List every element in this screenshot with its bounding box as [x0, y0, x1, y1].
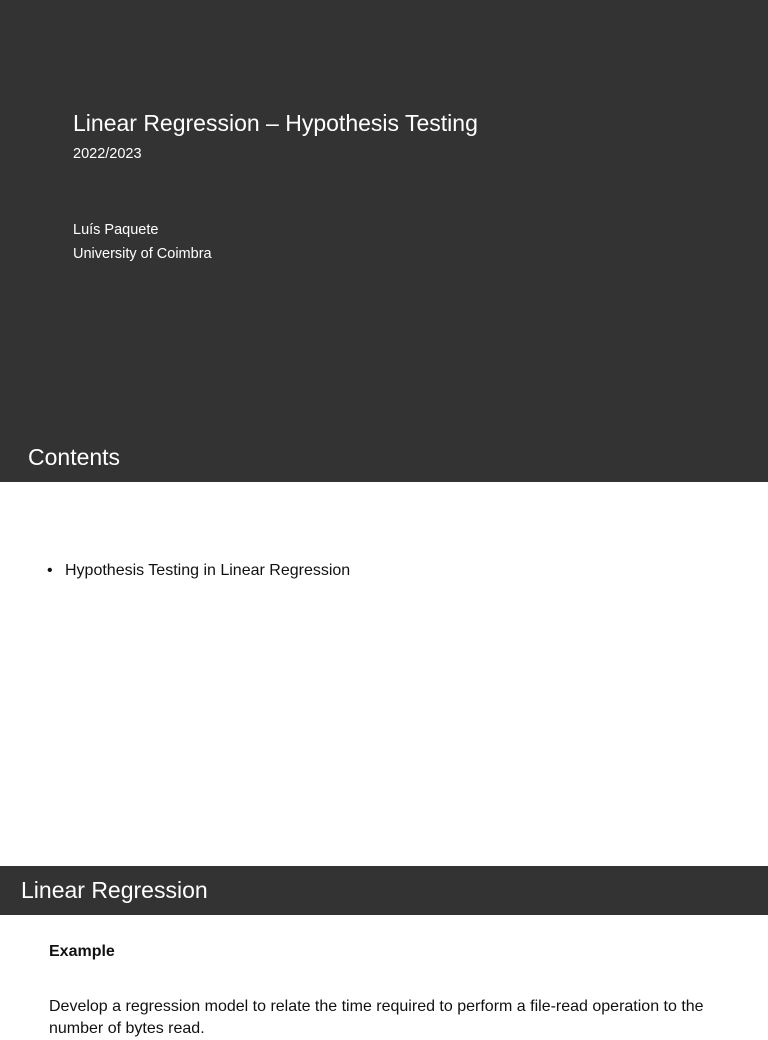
- linear-regression-slide: [0, 866, 768, 1037]
- slide-title: Linear Regression – Hypothesis Testing: [73, 110, 478, 136]
- academic-year: 2022/2023: [73, 146, 142, 162]
- author-affiliation: University of Coimbra: [73, 246, 212, 262]
- example-description: Develop a regression model to relate the time required to perform a file-read operation to the number of bytes read.: [49, 998, 704, 1037]
- contents-heading: Contents: [28, 444, 121, 470]
- example-label: Example: [49, 943, 115, 960]
- contents-header-bar: [0, 434, 768, 482]
- regression-heading: Linear Regression: [21, 877, 208, 903]
- title-slide: [0, 0, 768, 434]
- regression-header-bar: [0, 866, 768, 915]
- contents-list-item: [0, 562, 350, 580]
- contents-slide: [0, 434, 768, 866]
- author-name: Luís Paquete: [73, 222, 159, 238]
- bullet-marker: •: [47, 562, 53, 579]
- contents-item-label: Hypothesis Testing in Linear Regression: [65, 562, 351, 579]
- contents-list: [0, 562, 350, 580]
